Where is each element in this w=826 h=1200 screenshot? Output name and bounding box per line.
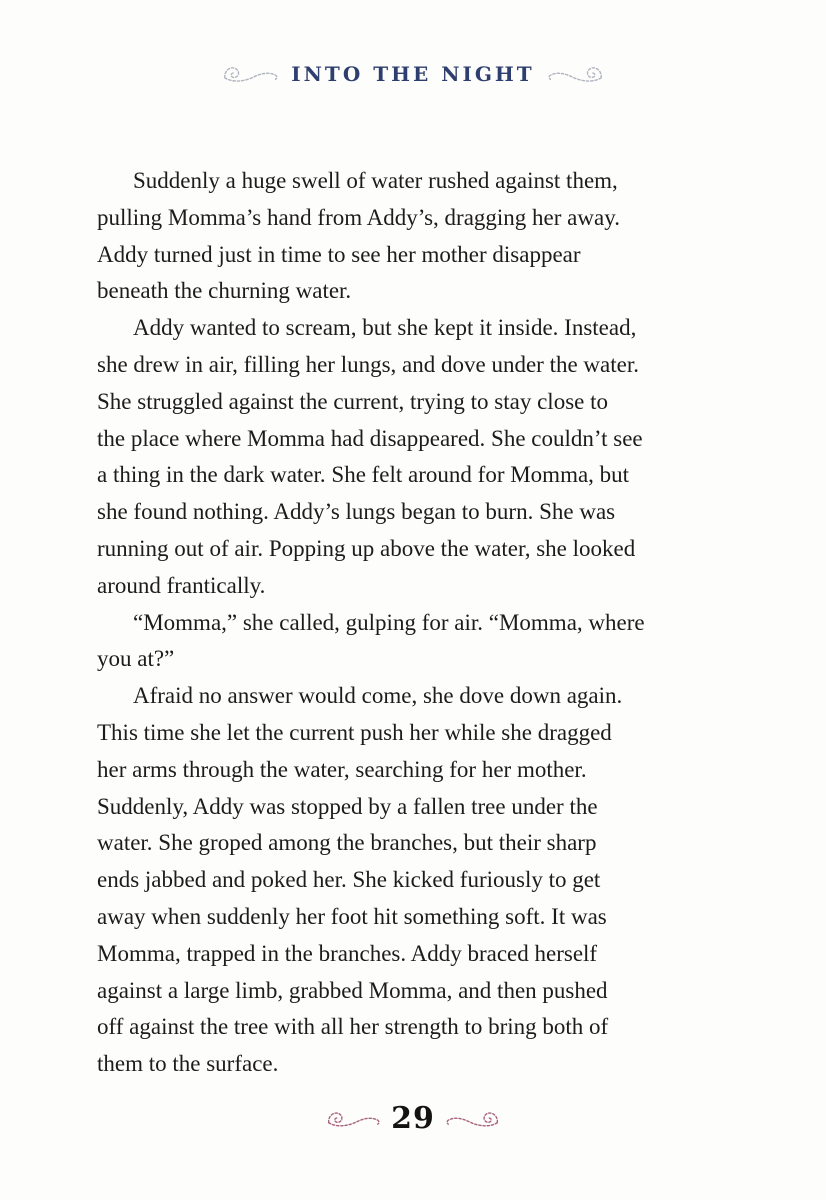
text-line: Suddenly a huge swell of water rushed against them, xyxy=(133,168,618,193)
text-line: against a large limb, grabbed Momma, and then pushed xyxy=(97,977,608,1003)
page-footer xyxy=(0,1101,826,1136)
chapter-title: INTO THE NIGHT xyxy=(291,62,535,86)
text-line: Addy turned just in time to see her mother disappear xyxy=(97,241,581,267)
text-line: Addy wanted to scream, but she kept it inside. Instead, xyxy=(133,315,637,341)
text-line: around frantically. xyxy=(97,572,266,598)
text-line: This time she let the current push her while she dragged xyxy=(97,719,612,745)
text-line: She struggled against the current, trying to stay close to xyxy=(97,388,608,414)
header-flourish-left-icon xyxy=(221,60,279,88)
text-line: running out of air. Popping up above the water, she looked xyxy=(97,535,636,561)
text-line: pulling Momma’s hand from Addy’s, dragging her away. xyxy=(97,204,620,230)
text-line: Afraid no answer would come, she dove down again. xyxy=(133,683,623,709)
paragraph xyxy=(97,163,745,310)
paragraph xyxy=(97,310,745,604)
body-text xyxy=(97,163,745,1083)
text-line: she found nothing. Addy’s lungs began to burn. She was xyxy=(97,499,616,525)
footer-flourish-left-icon xyxy=(325,1104,381,1134)
text-line: the place where Momma had disappeared. She couldn’t see xyxy=(97,425,643,451)
page-number: 29 xyxy=(391,1101,435,1136)
text-line: Suddenly, Addy was stopped by a fallen tree under the xyxy=(97,793,598,819)
header-flourish-right-icon xyxy=(547,60,605,88)
text-line: them to the surface. xyxy=(97,1051,279,1077)
text-line: you at?” xyxy=(97,646,175,672)
paragraph xyxy=(97,605,745,679)
text-line: water. She groped among the branches, but their sharp xyxy=(97,830,597,856)
text-line: away when suddenly her foot hit something soft. It was xyxy=(97,903,607,929)
text-line: beneath the churning water. xyxy=(97,278,352,304)
text-line: off against the tree with all her strength to bring both of xyxy=(97,1014,609,1040)
chapter-header xyxy=(0,60,826,88)
text-line: she drew in air, filling her lungs, and dove under the water. xyxy=(97,351,639,377)
text-line: ends jabbed and poked her. She kicked furiously to get xyxy=(97,867,601,893)
text-line: “Momma,” she called, gulping for air. “Momma, where xyxy=(133,609,645,635)
paragraph xyxy=(97,678,745,1083)
text-line: a thing in the dark water. She felt around for Momma, but xyxy=(97,462,630,488)
text-line: her arms through the water, searching for her mother. xyxy=(97,756,587,782)
footer-flourish-right-icon xyxy=(445,1104,501,1134)
text-line: Momma, trapped in the branches. Addy braced herself xyxy=(97,940,598,966)
